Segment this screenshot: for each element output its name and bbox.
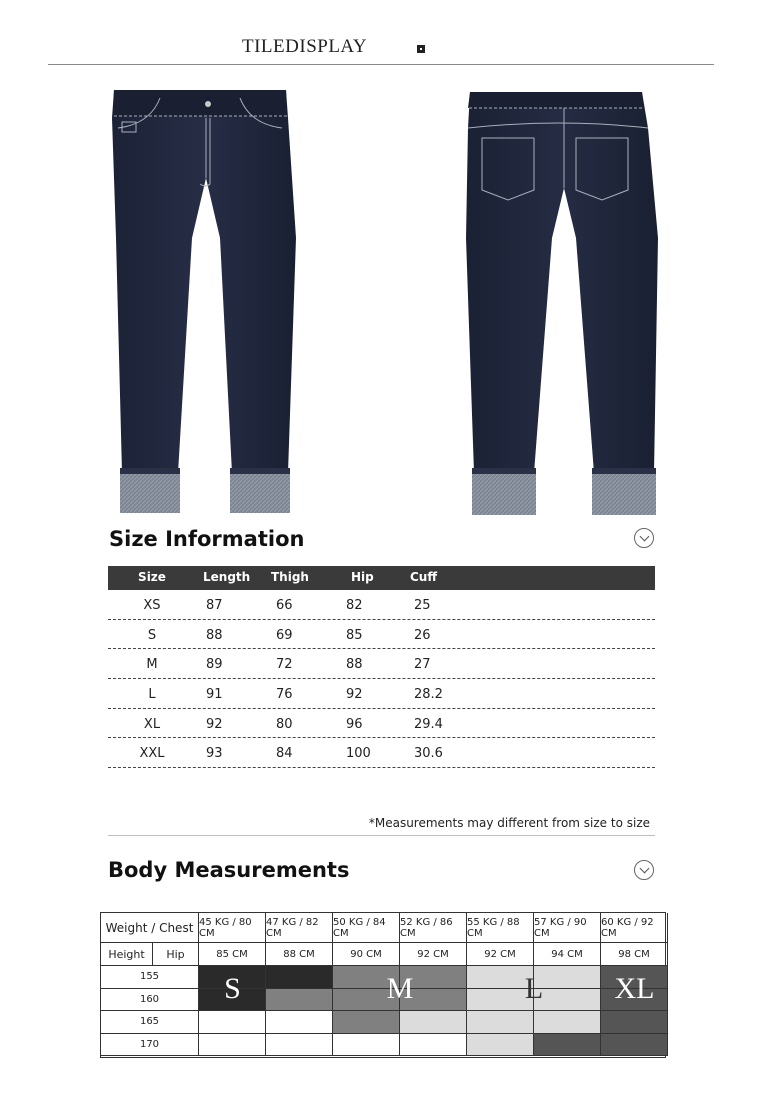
section-divider (108, 835, 655, 836)
cell-length: 92 (206, 716, 223, 732)
size-cell-empty (199, 1011, 266, 1034)
weight-chest-value: 45 KG / 80 CM (199, 913, 266, 943)
height-label: Height (101, 943, 153, 966)
size-cell-empty (266, 1034, 333, 1057)
size-table (108, 566, 655, 768)
cell-length: 93 (206, 746, 223, 762)
cell-cuff: 29.4 (414, 716, 443, 732)
height-value: 170 (101, 1034, 199, 1057)
cell-length: 87 (206, 598, 223, 613)
cell-hip: 96 (346, 716, 363, 732)
size-cell-s (266, 966, 333, 989)
cell-size: S (147, 627, 157, 643)
size-cell-m (333, 1011, 400, 1034)
chevron-down-icon[interactable] (634, 528, 654, 548)
size-letter: M (386, 972, 414, 1005)
size-cell-l (467, 1011, 534, 1034)
height-value: 160 (101, 989, 199, 1012)
size-cell-xl (601, 1011, 668, 1034)
cell-thigh: 69 (276, 627, 293, 643)
cell-size: L (148, 687, 156, 703)
header-hip: Hip (351, 570, 374, 584)
table-row (108, 620, 655, 650)
cell-thigh: 66 (276, 598, 293, 613)
size-cell-empty (400, 1034, 467, 1057)
cell-length: 88 (206, 627, 223, 643)
weight-chest-value: 50 KG / 84 CM (333, 913, 400, 943)
cell-thigh: 80 (276, 716, 293, 732)
size-cell-empty (266, 1011, 333, 1034)
body-measurements-title: Body Measurements (108, 858, 350, 882)
size-cell-xl (534, 1034, 601, 1057)
cell-hip: 85 (346, 627, 363, 643)
header-length: Length (203, 570, 251, 584)
cell-cuff: 27 (414, 657, 431, 673)
jeans-front-image (110, 88, 300, 518)
header-divider (48, 64, 714, 65)
table-row (108, 738, 655, 768)
hip-value: 94 CM (534, 943, 601, 966)
brand-logo-icon (417, 45, 425, 53)
size-cell-m (266, 989, 333, 1012)
cell-cuff: 30.6 (414, 746, 443, 762)
size-letter: L (524, 972, 544, 1005)
cell-hip: 92 (346, 687, 363, 703)
height-value: 155 (101, 966, 199, 989)
hip-value: 92 CM (400, 943, 467, 966)
size-cell-xl (601, 1034, 668, 1057)
weight-chest-value: 60 KG / 92 CM (601, 913, 668, 943)
weight-chest-value: 52 KG / 86 CM (400, 913, 467, 943)
cell-length: 91 (206, 687, 223, 703)
cell-length: 89 (206, 657, 223, 673)
size-cell-l (467, 1034, 534, 1057)
measurement-note: *Measurements may different from size to size (368, 816, 650, 830)
cell-size: XL (143, 716, 161, 732)
hip-value: 85 CM (199, 943, 266, 966)
weight-chest-value: 47 KG / 82 CM (266, 913, 333, 943)
cell-hip: 82 (346, 598, 363, 613)
size-table-header (108, 566, 655, 590)
hip-value: 88 CM (266, 943, 333, 966)
hip-label: Hip (153, 943, 199, 966)
size-letter: XL (614, 972, 655, 1005)
table-row (108, 709, 655, 739)
brand-name: TILEDISPLAY (242, 36, 368, 57)
cell-cuff: 26 (414, 627, 431, 643)
table-row (108, 649, 655, 679)
weight-chest-value: 55 KG / 88 CM (467, 913, 534, 943)
cell-cuff: 25 (414, 598, 431, 613)
cell-size: XS (143, 598, 161, 613)
cell-size: M (146, 657, 158, 673)
size-cell-empty (199, 1034, 266, 1057)
cell-size: XXL (139, 746, 165, 762)
weight-chest-label: Weight / Chest (101, 913, 199, 943)
hip-value: 90 CM (333, 943, 400, 966)
size-letter: S (224, 972, 241, 1005)
cell-thigh: 72 (276, 657, 293, 673)
cell-thigh: 76 (276, 687, 293, 703)
weight-chest-value: 57 KG / 90 CM (534, 913, 601, 943)
hip-value: 92 CM (467, 943, 534, 966)
height-value: 165 (101, 1011, 199, 1034)
header-size: Size (138, 570, 166, 584)
header-cuff: Cuff (410, 570, 438, 584)
body-measurements-grid (100, 912, 666, 1058)
table-row (108, 679, 655, 709)
table-row (108, 590, 655, 620)
size-cell-empty (333, 1034, 400, 1057)
size-cell-l (400, 1011, 467, 1034)
cell-hip: 88 (346, 657, 363, 673)
chevron-down-icon[interactable] (634, 860, 654, 880)
header-thigh: Thigh (271, 570, 309, 584)
cell-thigh: 84 (276, 746, 293, 762)
hip-value: 98 CM (601, 943, 668, 966)
size-cell-l (534, 1011, 601, 1034)
jeans-back-image (464, 88, 664, 518)
size-information-title: Size Information (109, 527, 305, 551)
cell-hip: 100 (346, 746, 371, 762)
cell-cuff: 28.2 (414, 687, 443, 703)
